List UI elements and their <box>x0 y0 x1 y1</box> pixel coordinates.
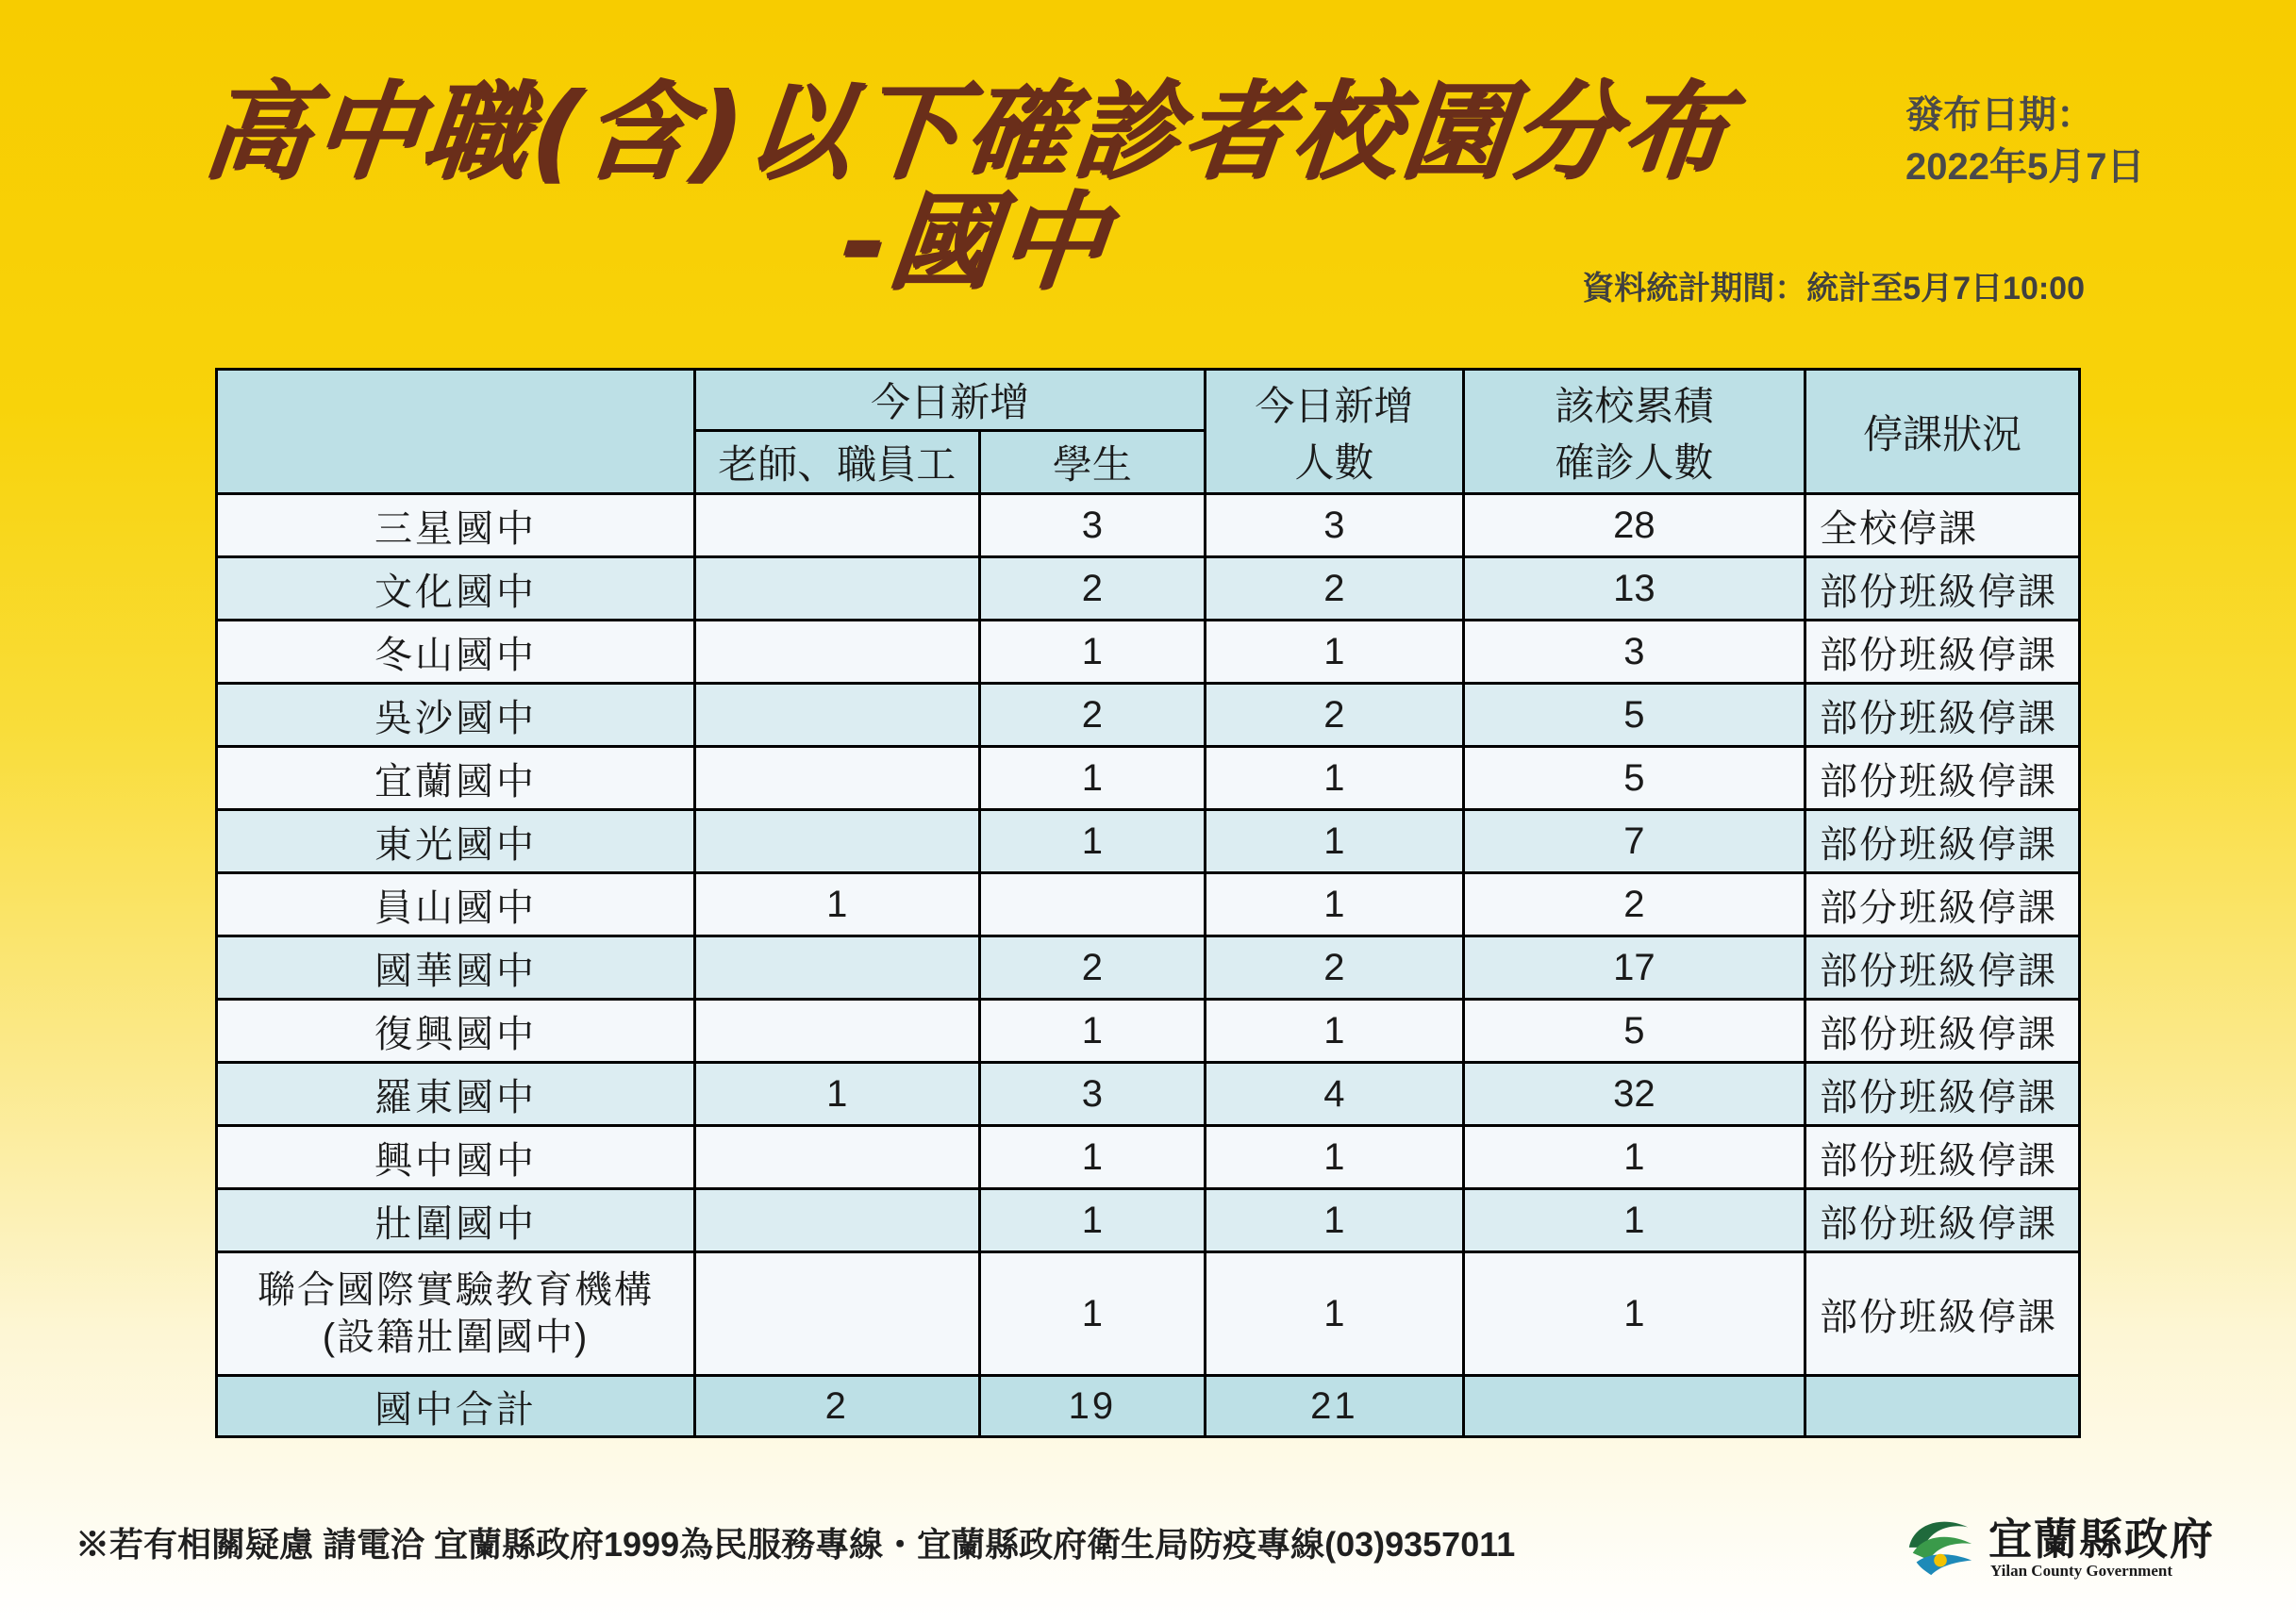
table-row: 宜蘭國中 1 1 5 部份班級停課 <box>217 747 2080 810</box>
publish-date-label: 發布日期： <box>1905 94 2094 136</box>
header-student: 學生 <box>979 431 1206 494</box>
yilan-government-logo <box>1904 1499 2215 1594</box>
total-status <box>1805 1376 2079 1437</box>
header-school <box>217 370 695 494</box>
total-student: 19 <box>979 1376 1206 1437</box>
table-row-special: 聯合國際實驗教育機構 (設籍壯圍國中) 1 1 1 部份班級停課 <box>217 1252 2080 1376</box>
total-staff: 2 <box>695 1376 980 1437</box>
publish-date-value: 2022年5月7日 <box>1905 146 2145 188</box>
total-cumulative <box>1463 1376 1805 1437</box>
page-title-line2: -國中 <box>835 181 1115 304</box>
total-today: 21 <box>1206 1376 1464 1437</box>
table-row: 吳沙國中 2 2 5 部份班級停課 <box>217 684 2080 747</box>
special-school-name: 聯合國際實驗教育機構 (設籍壯圍國中) <box>217 1252 695 1376</box>
statistics-period: 資料統計期間：統計至5月7日10:00 <box>1582 271 2085 306</box>
contact-footer: ※若有相關疑慮 請電洽 宜蘭縣政府1999為民服務專線・宜蘭縣政府衛生局防疫專線(03)9357011 <box>75 1525 1516 1564</box>
yilan-emblem-icon <box>1904 1507 1977 1581</box>
header-today-total: 今日新增 人數 <box>1206 370 1464 494</box>
school-cases-table <box>215 368 2081 1438</box>
table-row: 復興國中 1 1 5 部份班級停課 <box>217 1000 2080 1063</box>
header-today-new: 今日新增 <box>695 370 1206 431</box>
page-title-line1: 高中職(含)以下確診者校園分布 <box>197 71 1738 193</box>
header-staff: 老師、職員工 <box>695 431 980 494</box>
table-total-row <box>217 1376 2080 1437</box>
table-row: 東光國中 1 1 7 部份班級停課 <box>217 810 2080 873</box>
table-row: 冬山國中 1 1 3 部份班級停課 <box>217 621 2080 684</box>
logo-name-en: Yilan County Government <box>1990 1562 2172 1580</box>
table-row: 國華國中 2 2 17 部份班級停課 <box>217 936 2080 1000</box>
table-row: 三星國中 3 3 28 全校停課 <box>217 494 2080 557</box>
table-row: 文化國中 2 2 13 部份班級停課 <box>217 557 2080 621</box>
publish-date <box>1905 90 2207 193</box>
table-row: 興中國中 1 1 1 部份班級停課 <box>217 1126 2080 1189</box>
table-row: 壯圍國中 1 1 1 部份班級停課 <box>217 1189 2080 1252</box>
table-row: 羅東國中 1 3 4 32 部份班級停課 <box>217 1063 2080 1126</box>
total-label: 國中合計 <box>217 1376 695 1437</box>
header-status: 停課狀況 <box>1805 370 2079 494</box>
header-cumulative: 該校累積 確診人數 <box>1463 370 1805 494</box>
table-row: 員山國中 1 1 2 部分班級停課 <box>217 873 2080 936</box>
logo-name-cn: 宜蘭縣政府 <box>1988 1514 2215 1565</box>
